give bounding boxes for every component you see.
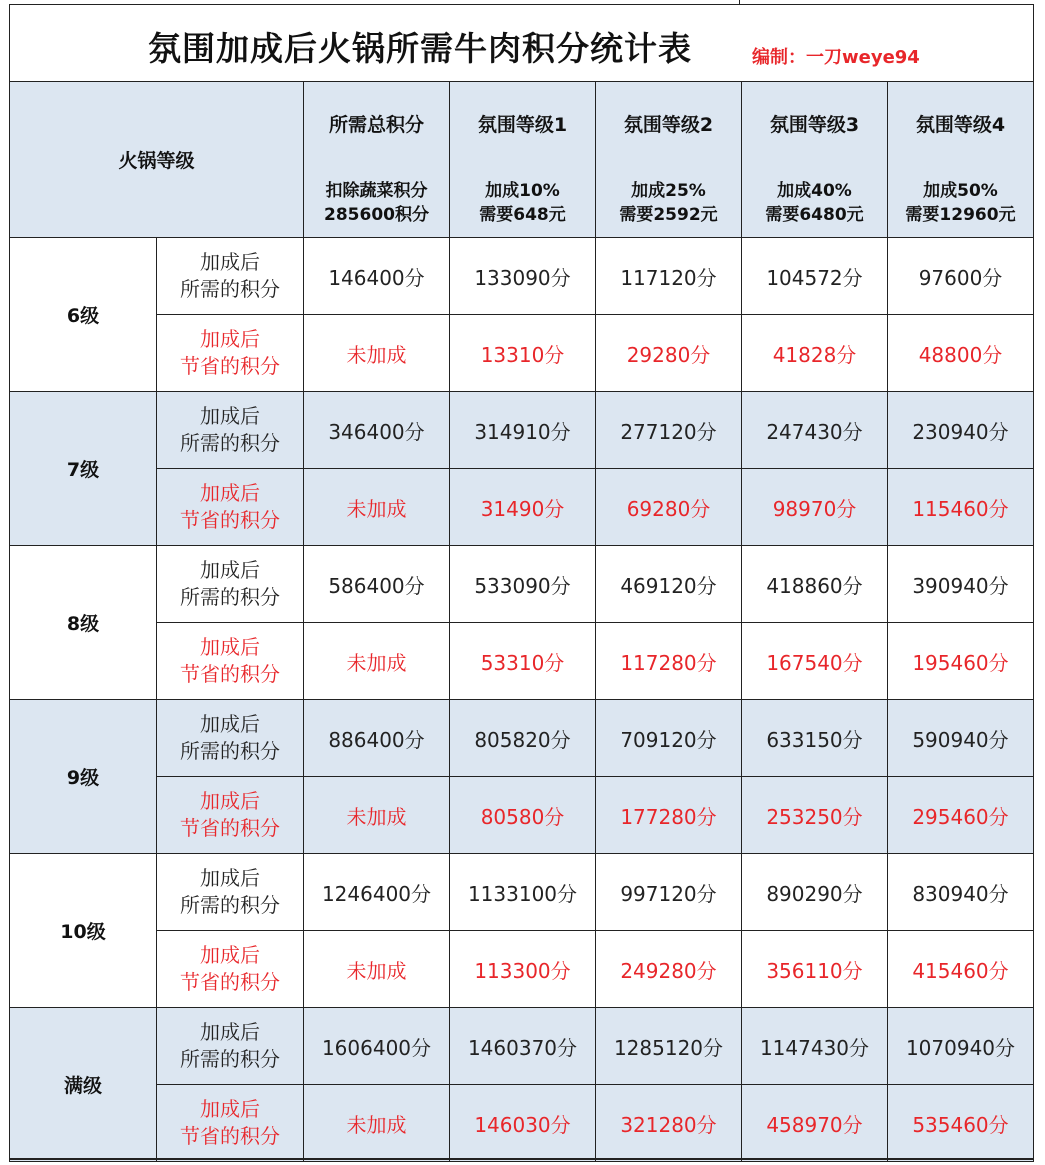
saved-points-cell: 80580分 <box>450 777 596 854</box>
saved-points-cell: 未加成 <box>304 931 450 1008</box>
header-col-total <box>304 82 450 238</box>
required-points-cell: 1147430分 <box>742 1008 888 1085</box>
saved-points-cell: 98970分 <box>742 469 888 546</box>
saved-points-cell: 117280分 <box>596 623 742 700</box>
saved-points-cell: 未加成 <box>304 315 450 392</box>
saved-points-cell: 195460分 <box>888 623 1034 700</box>
required-points-cell: 418860分 <box>742 546 888 623</box>
required-points-label: 加成后 所需的积分 <box>157 546 304 623</box>
saved-points-cell: 458970分 <box>742 1085 888 1162</box>
required-points-cell: 1246400分 <box>304 854 450 931</box>
required-points-label: 加成后 所需的积分 <box>157 392 304 469</box>
table-row <box>10 931 1034 1008</box>
saved-points-cell: 415460分 <box>888 931 1034 1008</box>
table-row <box>10 700 1034 777</box>
table-row <box>10 623 1034 700</box>
required-points-cell: 1285120分 <box>596 1008 742 1085</box>
saved-points-cell: 未加成 <box>304 623 450 700</box>
column-name: 氛围等级3 <box>769 114 860 136</box>
header-col-level1 <box>450 82 596 238</box>
saved-points-label: 加成后 节省的积分 <box>157 469 304 546</box>
required-points-label: 加成后 所需的积分 <box>157 238 304 315</box>
bottom-edge <box>9 1158 1034 1160</box>
saved-points-cell: 177280分 <box>596 777 742 854</box>
page-title: 氛围加成后火锅所需牛肉积分统计表 <box>148 29 692 68</box>
saved-points-cell: 249280分 <box>596 931 742 1008</box>
saved-points-cell: 未加成 <box>304 777 450 854</box>
column-name: 氛围等级4 <box>915 114 1006 136</box>
saved-points-cell: 356110分 <box>742 931 888 1008</box>
required-points-cell: 1460370分 <box>450 1008 596 1085</box>
hotpot-level-cell: 10级 <box>10 854 157 1008</box>
saved-points-cell: 113300分 <box>450 931 596 1008</box>
required-points-cell: 890290分 <box>742 854 888 931</box>
table-row <box>10 854 1034 931</box>
required-points-cell: 277120分 <box>596 392 742 469</box>
saved-points-cell: 41828分 <box>742 315 888 392</box>
saved-points-cell: 535460分 <box>888 1085 1034 1162</box>
required-points-cell: 104572分 <box>742 238 888 315</box>
hotpot-level-cell: 6级 <box>10 238 157 392</box>
saved-points-label: 加成后 节省的积分 <box>157 623 304 700</box>
saved-points-cell: 167540分 <box>742 623 888 700</box>
saved-points-label: 加成后 节省的积分 <box>157 777 304 854</box>
required-points-cell: 805820分 <box>450 700 596 777</box>
required-points-cell: 346400分 <box>304 392 450 469</box>
required-points-cell: 469120分 <box>596 546 742 623</box>
required-points-cell: 230940分 <box>888 392 1034 469</box>
table-row <box>10 469 1034 546</box>
hotpot-level-cell: 8级 <box>10 546 157 700</box>
saved-points-cell: 253250分 <box>742 777 888 854</box>
header-row <box>10 82 1034 238</box>
header-level-cell <box>10 82 304 238</box>
required-points-label: 加成后 所需的积分 <box>157 700 304 777</box>
saved-points-cell: 13310分 <box>450 315 596 392</box>
required-points-cell: 1070940分 <box>888 1008 1034 1085</box>
table-row <box>10 315 1034 392</box>
table-row <box>10 1008 1034 1085</box>
header-col-level3 <box>742 82 888 238</box>
header-col-level4 <box>888 82 1034 238</box>
required-points-cell: 314910分 <box>450 392 596 469</box>
saved-points-cell: 146030分 <box>450 1085 596 1162</box>
column-sub: 加成25% 需要2592元 <box>619 181 718 225</box>
table-row <box>10 392 1034 469</box>
required-points-cell: 133090分 <box>450 238 596 315</box>
saved-points-cell: 31490分 <box>450 469 596 546</box>
required-points-cell: 97600分 <box>888 238 1034 315</box>
column-name: 所需总积分 <box>328 114 424 136</box>
saved-points-cell: 115460分 <box>888 469 1034 546</box>
saved-points-cell: 未加成 <box>304 469 450 546</box>
column-sub: 加成50% 需要12960元 <box>905 181 1016 225</box>
table-row <box>10 777 1034 854</box>
required-points-cell: 533090分 <box>450 546 596 623</box>
required-points-cell: 247430分 <box>742 392 888 469</box>
required-points-cell: 590940分 <box>888 700 1034 777</box>
table-row <box>10 238 1034 315</box>
required-points-label: 加成后 所需的积分 <box>157 1008 304 1085</box>
saved-points-label: 加成后 节省的积分 <box>157 931 304 1008</box>
hotpot-level-cell: 9级 <box>10 700 157 854</box>
column-sub: 扣除蔬菜积分 285600积分 <box>324 181 429 225</box>
required-points-cell: 586400分 <box>304 546 450 623</box>
required-points-cell: 633150分 <box>742 700 888 777</box>
author-credit: 编制：一刀weye94 <box>752 47 920 68</box>
column-name: 氛围等级1 <box>477 114 568 136</box>
saved-points-cell: 29280分 <box>596 315 742 392</box>
required-points-cell: 1133100分 <box>450 854 596 931</box>
saved-points-cell: 48800分 <box>888 315 1034 392</box>
saved-points-cell: 321280分 <box>596 1085 742 1162</box>
column-sub: 加成40% 需要6480元 <box>765 181 864 225</box>
required-points-cell: 997120分 <box>596 854 742 931</box>
saved-points-label: 加成后 节省的积分 <box>157 1085 304 1162</box>
table-row <box>10 546 1034 623</box>
required-points-cell: 709120分 <box>596 700 742 777</box>
title-bar <box>9 4 1034 81</box>
column-name: 氛围等级2 <box>623 114 714 136</box>
points-table <box>9 81 1034 1162</box>
saved-points-cell: 53310分 <box>450 623 596 700</box>
saved-points-label: 加成后 节省的积分 <box>157 315 304 392</box>
table-row <box>10 1085 1034 1162</box>
saved-points-cell: 295460分 <box>888 777 1034 854</box>
required-points-cell: 390940分 <box>888 546 1034 623</box>
header-col-level2 <box>596 82 742 238</box>
required-points-cell: 1606400分 <box>304 1008 450 1085</box>
saved-points-cell: 69280分 <box>596 469 742 546</box>
column-sub: 加成10% 需要648元 <box>479 181 566 225</box>
saved-points-cell: 未加成 <box>304 1085 450 1162</box>
required-points-cell: 886400分 <box>304 700 450 777</box>
hotpot-level-cell: 满级 <box>10 1008 157 1162</box>
hotpot-level-cell: 7级 <box>10 392 157 546</box>
header-level-label: 火锅等级 <box>118 150 195 172</box>
required-points-cell: 830940分 <box>888 854 1034 931</box>
required-points-label: 加成后 所需的积分 <box>157 854 304 931</box>
required-points-cell: 146400分 <box>304 238 450 315</box>
required-points-cell: 117120分 <box>596 238 742 315</box>
